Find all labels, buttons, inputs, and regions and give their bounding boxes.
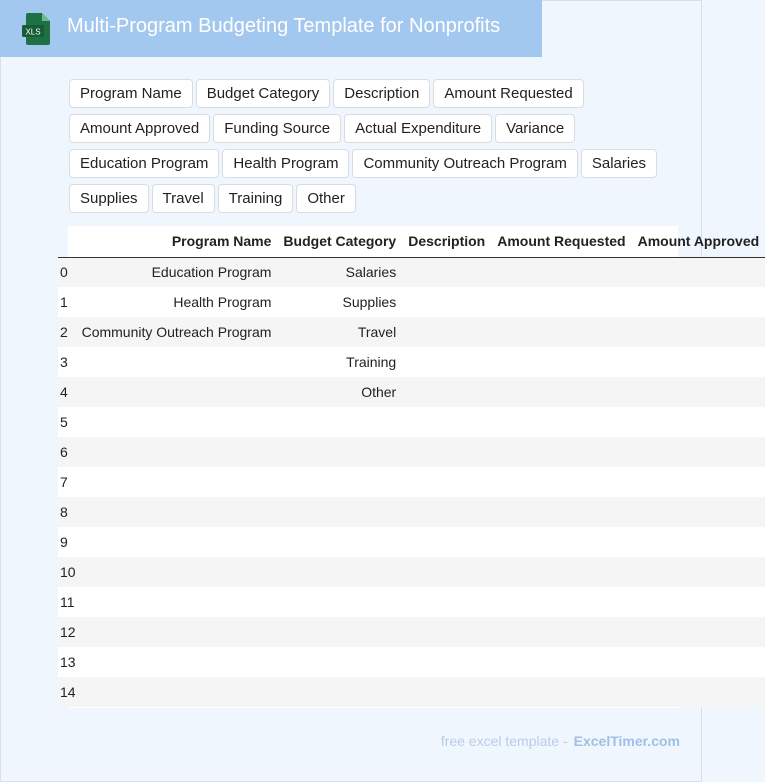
amount-approved-cell[interactable]	[632, 617, 765, 647]
description-cell[interactable]	[402, 647, 491, 677]
budget-category-cell[interactable]	[277, 677, 402, 707]
row-index-cell[interactable]: 2	[58, 317, 76, 347]
amount-approved-cell[interactable]	[632, 437, 765, 467]
footer-prefix: free excel template -	[440, 733, 568, 749]
table-row	[58, 377, 765, 407]
table-row	[58, 287, 765, 317]
description-cell[interactable]	[402, 347, 491, 377]
description-cell[interactable]	[402, 557, 491, 587]
program-name-cell[interactable]	[76, 377, 278, 407]
row-index-cell[interactable]: 10	[58, 557, 76, 587]
footer-credit	[441, 733, 680, 749]
description-cell[interactable]	[402, 587, 491, 617]
budget-category-cell[interactable]: Training	[277, 347, 402, 377]
tag-list	[69, 79, 669, 213]
budget-category-cell[interactable]	[277, 467, 402, 497]
amount-requested-cell[interactable]	[491, 527, 631, 557]
row-index-cell[interactable]: 12	[58, 617, 76, 647]
tag-amount-requested[interactable]: Amount Requested	[433, 79, 583, 108]
row-index-cell[interactable]: 0	[58, 257, 76, 287]
row-index-cell[interactable]: 11	[58, 587, 76, 617]
table-row	[58, 467, 765, 497]
description-cell[interactable]	[402, 677, 491, 707]
amount-approved-cell[interactable]	[632, 257, 765, 287]
amount-approved-cell[interactable]	[632, 287, 765, 317]
table-row	[58, 647, 765, 677]
amount-requested-cell[interactable]	[491, 557, 631, 587]
row-index-cell[interactable]: 14	[58, 677, 76, 707]
tag-funding-source[interactable]: Funding Source	[213, 114, 341, 143]
table-row	[58, 317, 765, 347]
tag-description[interactable]: Description	[333, 79, 430, 108]
column-header-amount-requested[interactable]: Amount Requested	[491, 226, 631, 257]
amount-approved-cell[interactable]	[632, 527, 765, 557]
description-cell[interactable]	[402, 617, 491, 647]
amount-approved-cell[interactable]	[632, 317, 765, 347]
budget-category-cell[interactable]	[277, 527, 402, 557]
row-index-cell[interactable]: 5	[58, 407, 76, 437]
program-name-cell[interactable]	[76, 557, 278, 587]
tag-variance[interactable]: Variance	[495, 114, 575, 143]
column-header-amount-approved[interactable]: Amount Approved	[632, 226, 765, 257]
budget-category-cell[interactable]	[277, 647, 402, 677]
program-name-cell[interactable]	[76, 527, 278, 557]
budget-category-cell[interactable]	[277, 407, 402, 437]
budget-category-cell[interactable]	[277, 557, 402, 587]
amount-requested-cell[interactable]	[491, 377, 631, 407]
row-index-cell[interactable]: 9	[58, 527, 76, 557]
tag-program-name[interactable]: Program Name	[69, 79, 193, 108]
row-index-cell[interactable]: 1	[58, 287, 76, 317]
program-name-cell[interactable]: Community Outreach Program	[76, 317, 278, 347]
program-name-cell[interactable]	[76, 647, 278, 677]
amount-requested-cell[interactable]	[491, 407, 631, 437]
amount-requested-cell[interactable]	[491, 347, 631, 377]
tag-health-program[interactable]: Health Program	[222, 149, 349, 178]
program-name-cell[interactable]	[76, 677, 278, 707]
column-header-description[interactable]: Description	[402, 226, 491, 257]
table-row	[58, 497, 765, 527]
budget-category-cell[interactable]: Travel	[277, 317, 402, 347]
amount-requested-cell[interactable]	[491, 437, 631, 467]
tag-salaries[interactable]: Salaries	[581, 149, 657, 178]
row-index-cell[interactable]: 8	[58, 497, 76, 527]
amount-requested-cell[interactable]	[491, 677, 631, 707]
amount-approved-cell[interactable]	[632, 377, 765, 407]
row-index-cell[interactable]: 6	[58, 437, 76, 467]
table-body	[58, 257, 765, 707]
table-row	[58, 587, 765, 617]
budget-category-cell[interactable]	[277, 437, 402, 467]
amount-approved-cell[interactable]	[632, 467, 765, 497]
budget-category-cell[interactable]: Salaries	[277, 257, 402, 287]
description-cell[interactable]	[402, 317, 491, 347]
amount-requested-cell[interactable]	[491, 287, 631, 317]
amount-requested-cell[interactable]	[491, 257, 631, 287]
row-index-cell[interactable]: 3	[58, 347, 76, 377]
description-cell[interactable]	[402, 467, 491, 497]
budget-category-cell[interactable]: Supplies	[277, 287, 402, 317]
program-name-cell[interactable]	[76, 497, 278, 527]
tag-travel[interactable]: Travel	[152, 184, 215, 213]
description-cell[interactable]	[402, 497, 491, 527]
program-name-cell[interactable]: Education Program	[76, 257, 278, 287]
tag-budget-category[interactable]: Budget Category	[196, 79, 331, 108]
table-header-row	[58, 226, 765, 257]
tag-supplies[interactable]: Supplies	[69, 184, 149, 213]
description-cell[interactable]	[402, 257, 491, 287]
description-cell[interactable]	[402, 287, 491, 317]
budget-table-viewport[interactable]	[60, 226, 760, 708]
budget-category-cell[interactable]	[277, 617, 402, 647]
amount-approved-cell[interactable]	[632, 557, 765, 587]
xls-file-icon	[22, 13, 50, 45]
amount-approved-cell[interactable]	[632, 587, 765, 617]
amount-requested-cell[interactable]	[491, 647, 631, 677]
program-name-cell[interactable]	[76, 617, 278, 647]
budget-category-cell[interactable]	[277, 497, 402, 527]
tag-community-outreach-program[interactable]: Community Outreach Program	[352, 149, 577, 178]
table-row	[58, 407, 765, 437]
column-header-program-name[interactable]: Program Name	[76, 226, 278, 257]
description-cell[interactable]	[402, 437, 491, 467]
amount-requested-cell[interactable]	[491, 587, 631, 617]
program-name-cell[interactable]	[76, 467, 278, 497]
program-name-cell[interactable]	[76, 587, 278, 617]
column-header-budget-category[interactable]: Budget Category	[277, 226, 402, 257]
budget-category-cell[interactable]	[277, 587, 402, 617]
table-row	[58, 347, 765, 377]
table-row	[58, 557, 765, 587]
tag-actual-expenditure[interactable]: Actual Expenditure	[344, 114, 492, 143]
table-row	[58, 677, 765, 707]
tag-other[interactable]: Other	[296, 184, 356, 213]
amount-approved-cell[interactable]	[632, 677, 765, 707]
column-header-index	[58, 226, 76, 257]
svg-text:XLS: XLS	[25, 27, 41, 37]
amount-requested-cell[interactable]	[491, 497, 631, 527]
program-name-cell[interactable]	[76, 437, 278, 467]
page-title: Multi-Program Budgeting Template for Nonprofits	[67, 15, 501, 37]
table-row	[58, 527, 765, 557]
page-header	[0, 0, 542, 57]
program-name-cell[interactable]	[76, 347, 278, 377]
description-cell[interactable]	[402, 527, 491, 557]
row-index-cell[interactable]: 7	[58, 467, 76, 497]
amount-approved-cell[interactable]	[632, 347, 765, 377]
amount-requested-cell[interactable]	[491, 617, 631, 647]
tag-amount-approved[interactable]: Amount Approved	[69, 114, 210, 143]
program-name-cell[interactable]	[76, 407, 278, 437]
footer-brand-link[interactable]: ExcelTimer.com	[573, 733, 680, 749]
program-name-cell[interactable]: Health Program	[76, 287, 278, 317]
table-row	[58, 257, 765, 287]
budget-category-cell[interactable]: Other	[277, 377, 402, 407]
budget-table	[58, 226, 765, 707]
amount-requested-cell[interactable]	[491, 317, 631, 347]
table-row	[58, 617, 765, 647]
tag-training[interactable]: Training	[218, 184, 294, 213]
tag-education-program[interactable]: Education Program	[69, 149, 219, 178]
row-index-cell[interactable]: 4	[58, 377, 76, 407]
amount-approved-cell[interactable]	[632, 647, 765, 677]
row-index-cell[interactable]: 13	[58, 647, 76, 677]
table-row	[58, 437, 765, 467]
amount-requested-cell[interactable]	[491, 467, 631, 497]
amount-approved-cell[interactable]	[632, 497, 765, 527]
amount-approved-cell[interactable]	[632, 407, 765, 437]
description-cell[interactable]	[402, 407, 491, 437]
description-cell[interactable]	[402, 377, 491, 407]
